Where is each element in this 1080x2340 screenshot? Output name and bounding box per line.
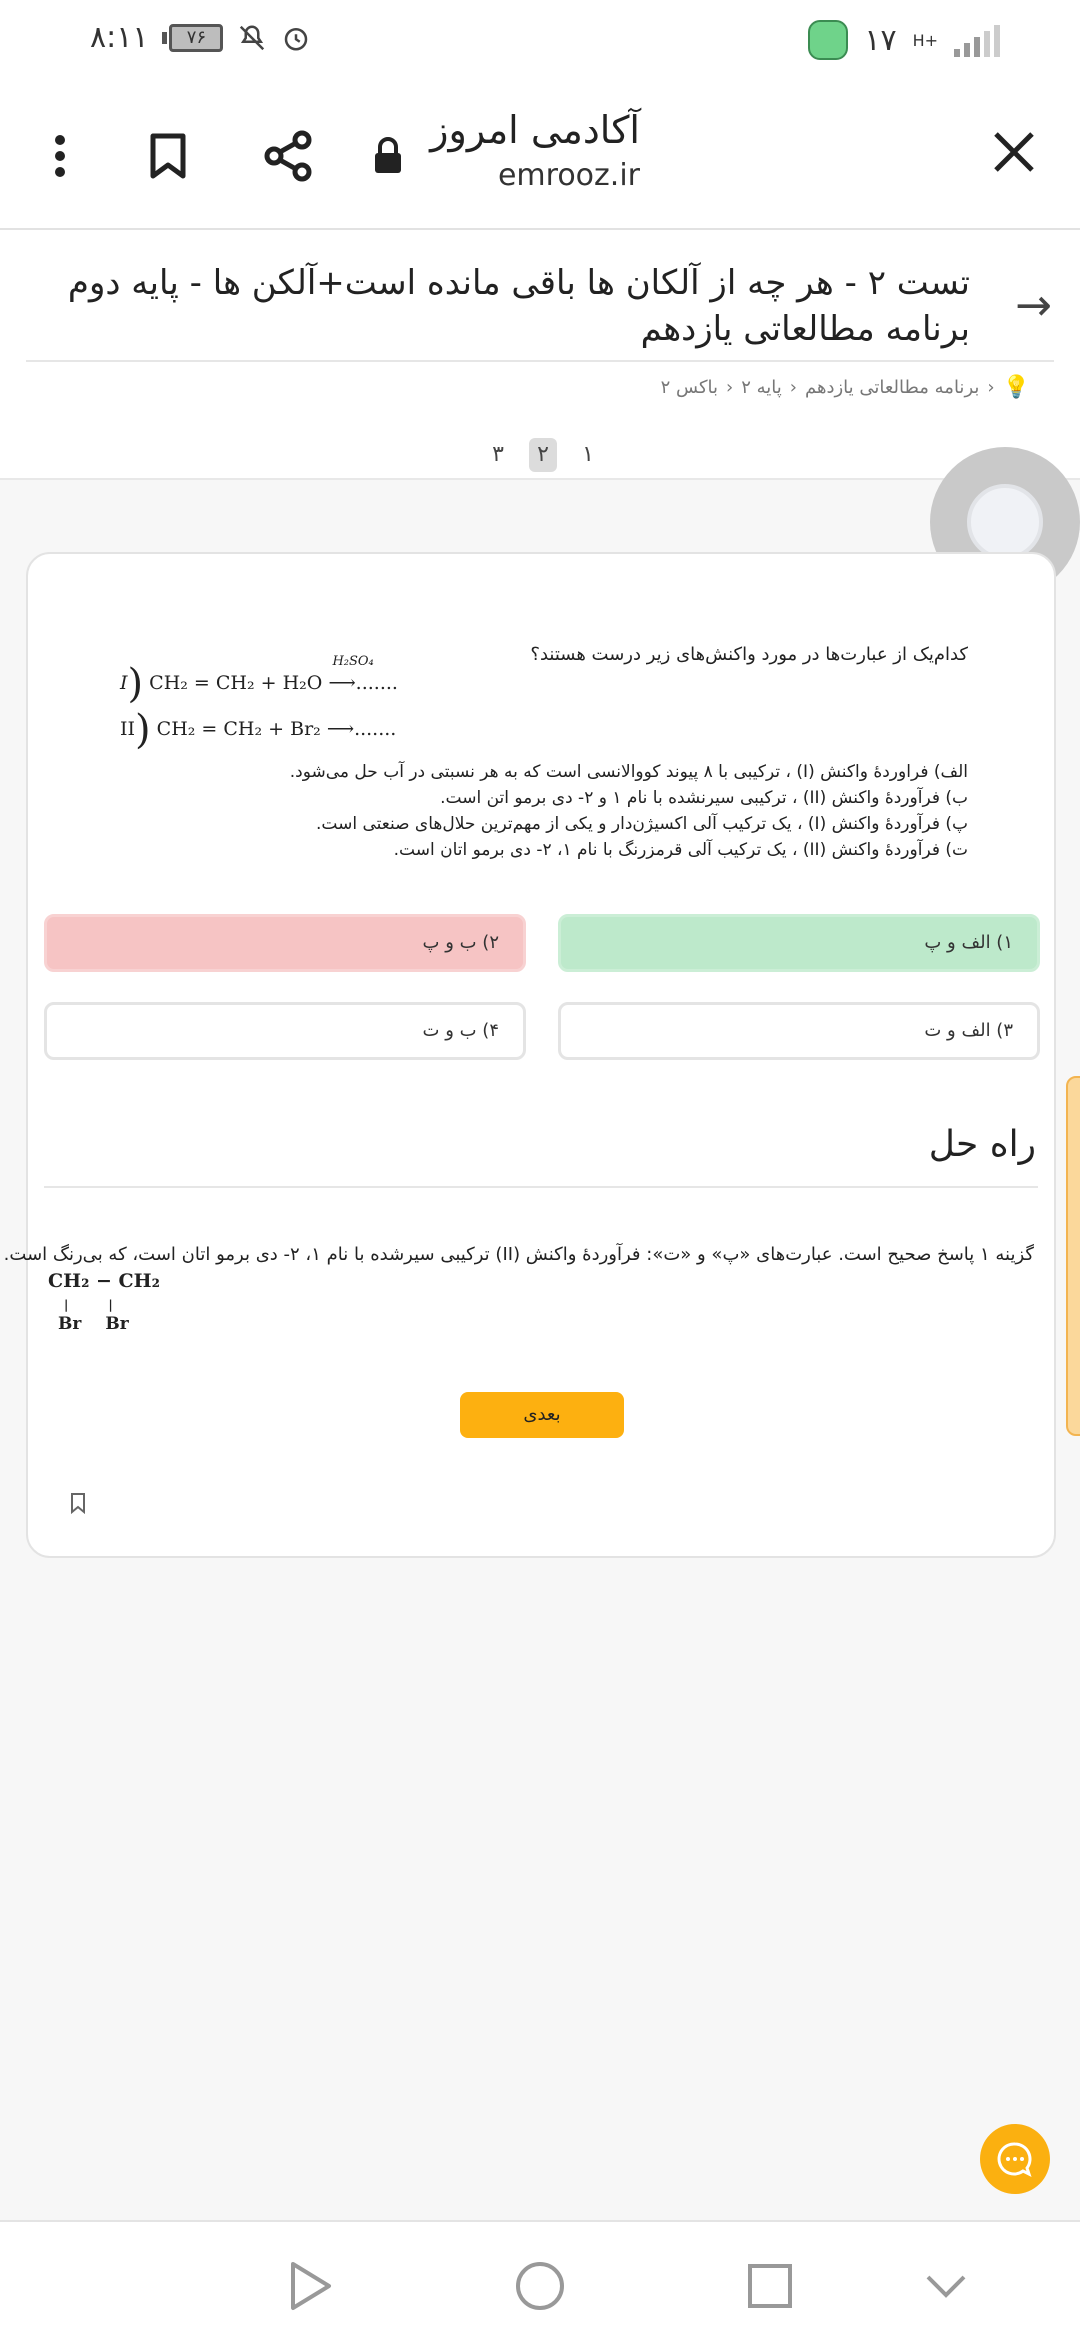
breadcrumb-item[interactable]: باکس ۲ [660,377,719,398]
alarm-icon [281,23,311,53]
more-options-icon[interactable] [30,126,90,186]
reaction-1: I) CH₂ = CH₂ + H₂O H₂SO₄ ⟶....... [120,654,398,707]
site-titles [280,108,640,193]
next-button[interactable]: بعدی [460,1392,624,1438]
statement-pe: پ) فرآوردهٔ واکنش (I) ، یک ترکیب آلی اکسیژن‌دار و یکی از مهم‌ترین حلال‌های صنعتی است. [316,814,968,834]
lightbulb-icon: 💡 [1002,375,1030,400]
side-drawer-handle[interactable] [1066,1076,1080,1436]
breadcrumb-item[interactable]: پایه ۲ [741,377,782,398]
app-title: آکادمی امروز [430,108,640,152]
app-url: emrooz.ir [497,158,640,193]
page-title-bar [0,230,1080,430]
battery-icon [162,24,223,52]
chat-support-button[interactable] [980,2124,1050,2194]
page-button-1[interactable]: ۱ [582,442,594,467]
divider [26,360,1054,362]
question-pager [0,430,1080,480]
page-button-3[interactable]: ۳ [492,442,504,467]
bookmark-icon[interactable] [138,126,198,186]
browser-header [0,84,1080,230]
status-bar [0,0,1080,84]
statement-be: ب) فرآوردهٔ واکنش (II) ، ترکیبی سیرنشده با نام ۱ و ۲- دی برمو اتن است. [440,788,968,808]
solution-title: راه حل [928,1124,1036,1165]
chevron-down-icon[interactable] [918,2258,974,2314]
option-2[interactable]: ۲) ب و پ [44,914,526,972]
signal-number: ۱۷ [864,22,897,58]
question-text: کدام‌یک از عبارت‌ها در مورد واکنش‌های زیر درست هستند؟ [530,644,968,665]
statement-te: ت) فرآوردهٔ واکنش (II) ، یک ترکیب آلی قرمزرنگ با نام ۱، ۲- دی برمو اتان است. [393,840,968,860]
bell-off-icon [237,23,267,53]
battery-level: ۷۶ [169,24,223,52]
home-circle-icon[interactable] [512,2258,568,2314]
clock: ۸:۱۱ [90,20,149,55]
recents-square-icon[interactable] [742,2258,798,2314]
question-card [3,552,1056,1558]
option-3[interactable]: ۳) الف و ت [558,1002,1040,1060]
status-left [90,20,311,55]
breadcrumb: 💡 ‹ برنامه مطالعاتی یازدهم ‹ پایه ۲ ‹ باکس ۲ [660,375,1030,400]
network-type: H+ [912,30,938,50]
breadcrumb-item[interactable]: برنامه مطالعاتی یازدهم [804,377,980,398]
arrow-right-icon[interactable]: → [1015,280,1052,331]
page-button-2[interactable]: ۲ [529,438,557,472]
structure-diagram: CH₂ − CH₂ | | Br Br [48,1270,160,1334]
bookmark-icon[interactable] [70,1492,86,1514]
close-icon[interactable] [984,126,1044,186]
back-triangle-icon[interactable] [282,2258,338,2314]
system-nav-bar [0,2220,1080,2340]
page-title: تست ۲ - هر چه از آلکان ها باقی مانده است+آلکن ها - پایه دوم برنامه مطالعاتی یازدهم [67,263,970,349]
reaction-2: II) CH₂ = CH₂ + Br₂ ⟶....... [120,707,397,753]
signal-icon [954,23,1000,57]
statement-alef: الف) فراوردهٔ واکنش (I) ، ترکیبی با ۸ پیوند کووالانسی است که به هر نسبتی در آب حل می‌شود. [289,762,968,782]
option-4[interactable]: ۴) ب و ت [44,1002,526,1060]
floating-circle-icon [967,484,1043,560]
divider [44,1186,1038,1188]
status-right [808,20,1000,60]
solution-text: گزینه ۱ پاسخ صحیح است. عبارت‌های «پ» و «ت»: فرآوردهٔ واکنش (II) ترکیبی سیرشده با نام ۱، ۲- دی برمو اتان است، که بی‌رنگ است. [3,1244,1034,1265]
app-notification-icon [808,20,848,60]
option-1[interactable]: ۱) الف و پ [558,914,1040,972]
chat-icon [995,2139,1035,2179]
